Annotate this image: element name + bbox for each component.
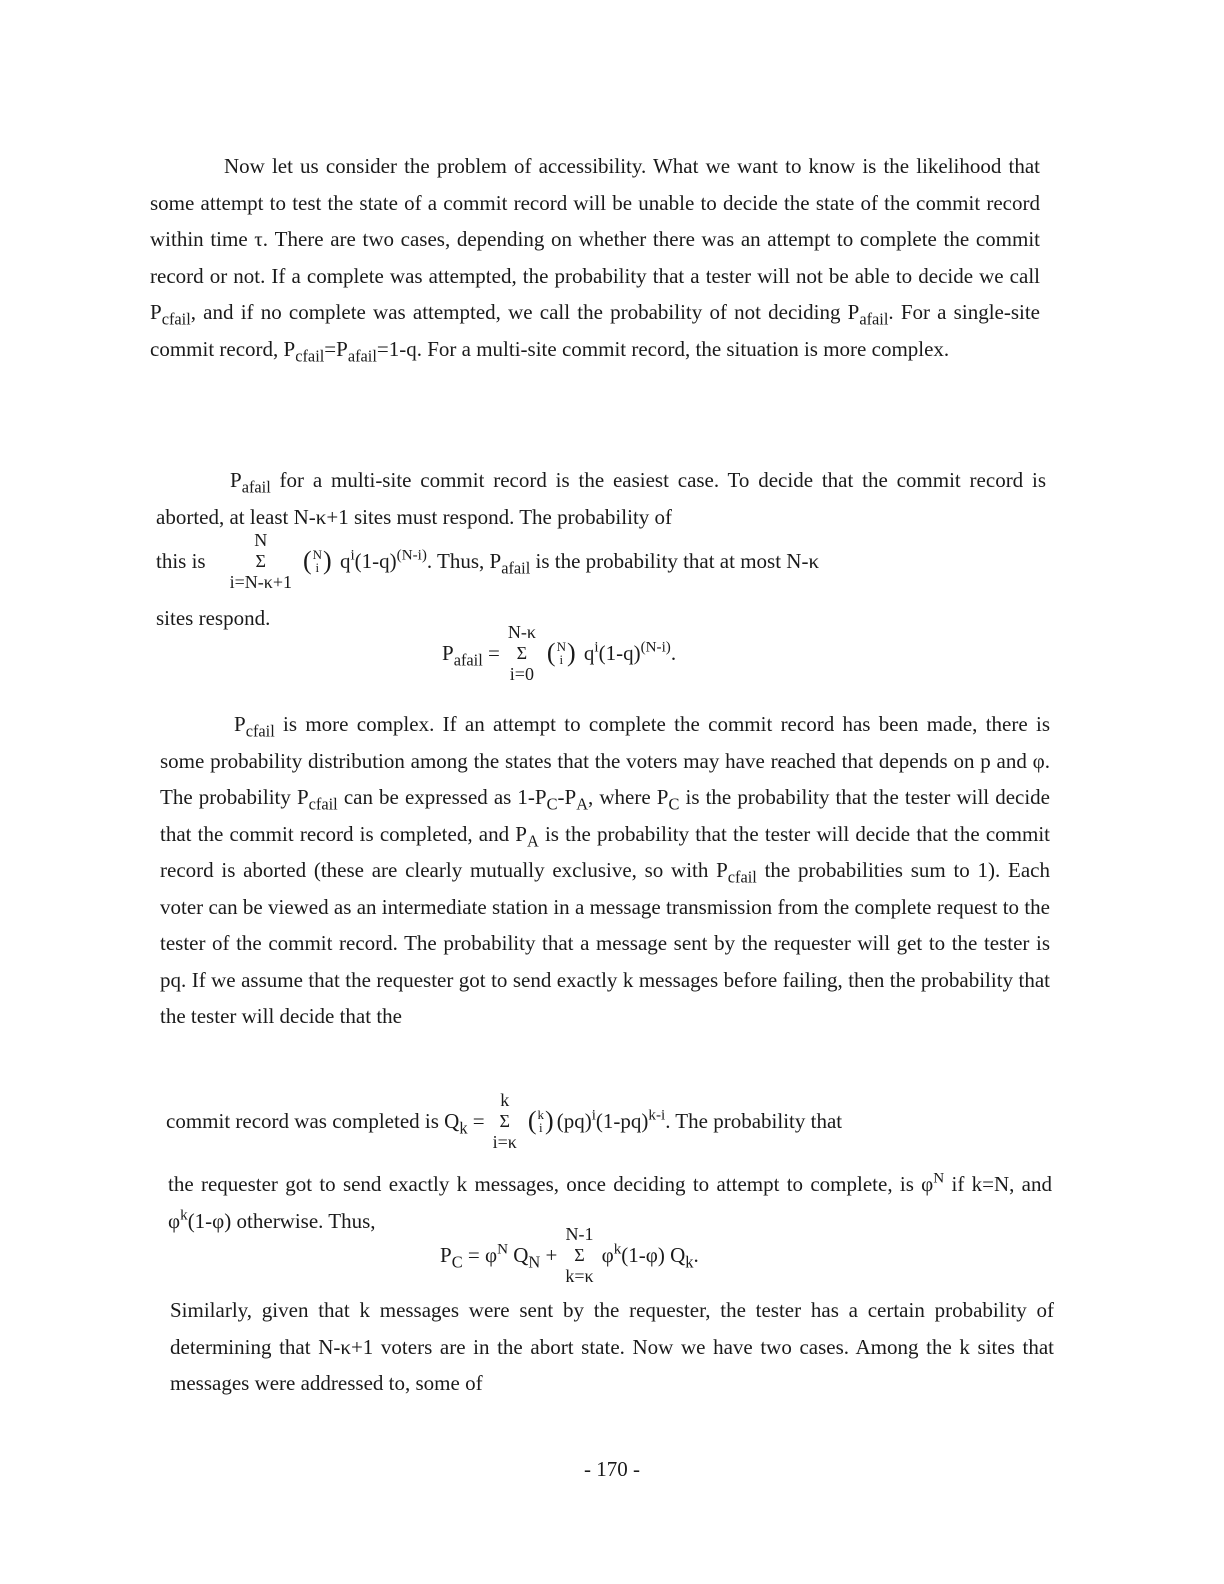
inline-equation-sum — [156, 530, 1046, 592]
text-run: for a multi-site commit record is the easiest case. To decide that the commit record is aborted, at least N-κ+1 sites must respond. The probability of — [156, 468, 1046, 529]
text-run: q — [583, 640, 595, 665]
subscript: C — [668, 794, 680, 814]
binom-top: k — [537, 1107, 545, 1122]
paragraph-pafail — [156, 462, 1046, 535]
subscript: afail — [859, 309, 889, 329]
text-run: , and if no complete was attempted, we call the probability of not deciding P — [190, 300, 860, 324]
binom-top: N — [556, 639, 566, 654]
binom-bottom: i — [559, 652, 564, 667]
sum-lower-limit: i=N-κ+1 — [229, 572, 292, 592]
text-run: P — [442, 640, 454, 665]
sum-upper-limit: N — [254, 530, 268, 550]
subscript: afail — [347, 346, 377, 366]
text-run: P — [234, 712, 246, 736]
text-run: . For a single-site commit record, P — [150, 300, 1041, 361]
binomial: ( k i ) — [527, 1106, 554, 1135]
text-run: is the probability that the tester will decide that the commit record is aborted (these are clearly mutually exclusive, so with P — [160, 821, 1050, 882]
text-run: Similarly, given that k messages were sent by the requester, the tester has a certain probability of determining that N-κ+1 voters are in the abort state. Now we have two cases. Among the k sites that messages were addressed to, some of — [170, 1298, 1054, 1395]
subscript: cfail — [161, 309, 191, 329]
superscript: N — [497, 1241, 508, 1258]
binomial: ( N i ) — [546, 638, 576, 667]
binom-bottom: i — [538, 1120, 543, 1135]
subscript: cfail — [727, 867, 757, 887]
text-run: (1-q) — [354, 548, 397, 573]
superscript: (N-i) — [396, 547, 427, 564]
sum-lower-limit: k=κ — [565, 1266, 594, 1286]
equals-sign: = — [488, 640, 500, 665]
equals-sign: = — [472, 1108, 485, 1133]
text-run: -P — [557, 785, 577, 809]
text-run: if k=N, and φ — [168, 1172, 1052, 1233]
sites-respond-line: sites respond. — [156, 606, 271, 630]
text-run: . The probability that — [665, 1108, 843, 1133]
subscript: cfail — [308, 794, 338, 814]
text-run: , where P — [588, 785, 669, 809]
text-run: P — [440, 1242, 452, 1267]
text-run: (pq) — [556, 1108, 592, 1133]
text-run: . — [670, 640, 677, 665]
page-number: - 170 - — [584, 1457, 640, 1481]
text-run: q — [339, 548, 351, 573]
subscript: afail — [453, 650, 483, 670]
text-run: =1-q. For a multi-site commit record, the situation is more complex. — [376, 336, 950, 361]
sum-lower-limit: i=κ — [492, 1132, 517, 1152]
superscript: k-i — [648, 1107, 666, 1124]
paragraph-accessibility — [150, 148, 1040, 367]
text-run: φ — [601, 1242, 614, 1267]
text-run: . — [693, 1242, 699, 1267]
summation — [230, 530, 292, 592]
superscript: i — [591, 1107, 596, 1124]
subscript: afail — [501, 558, 531, 578]
summation — [508, 622, 536, 684]
paragraph-pcfail — [160, 706, 1050, 1035]
text-run: can be expressed as 1-P — [337, 785, 547, 809]
text-run: is the probability that at most N-κ — [530, 548, 820, 573]
superscript: k — [613, 1241, 622, 1258]
subscript: cfail — [245, 721, 275, 741]
text-run: this is — [156, 548, 206, 573]
paragraph-similarly — [170, 1292, 1054, 1402]
superscript: k — [180, 1207, 188, 1224]
text-run: . Thus, P — [426, 548, 502, 573]
text-run: (1-pq) — [595, 1108, 649, 1133]
sum-upper-limit: k — [500, 1090, 510, 1110]
sigma-symbol: Σ — [516, 643, 528, 663]
subscript: k — [459, 1118, 468, 1138]
superscript: i — [594, 639, 599, 656]
text-run: P — [230, 468, 242, 492]
binom-bottom: i — [315, 560, 320, 575]
sigma-symbol: Σ — [255, 551, 267, 571]
equation-pc — [440, 1224, 699, 1286]
text-run: the requester got to send exactly k messages, once deciding to attempt to complete, is φ — [168, 1172, 934, 1196]
equals-sign: = — [467, 1242, 480, 1267]
subscript: A — [526, 831, 539, 851]
subscript: A — [576, 794, 589, 814]
subscript: C — [451, 1252, 463, 1272]
binomial: ( N i ) — [302, 546, 332, 575]
subscript: N — [528, 1252, 541, 1272]
text-run: φ — [484, 1242, 498, 1267]
summation — [565, 1224, 593, 1286]
superscript: i — [350, 547, 355, 564]
text-run: the probabilities sum to 1). Each voter can be viewed as an intermediate station in a message transmission from the complete request to the tester of the commit record. The probability that a message sent by the requester will get to the tester is pq. If we assume that the requester got to send exactly k messages before failing, then the probability that the tester will decide that the — [160, 858, 1050, 1028]
text-run: (1-q) — [598, 640, 641, 665]
sum-upper-limit: N-1 — [565, 1224, 594, 1244]
text-run: Now let us consider the problem of accessibility. What we want to know is the likelihood that some attempt to test the state of a commit record will be unable to decide the state of the commit record within time τ. There are two cases, depending on whether there was an attempt to complete the commit record or not. If a complete was attempted, the probability that a tester will not be able to decide we call P — [150, 154, 1040, 324]
plus-sign: + — [545, 1242, 558, 1267]
superscript: N — [933, 1170, 945, 1187]
superscript: (N-i) — [640, 639, 671, 656]
text-run: commit record was completed is Q — [166, 1108, 460, 1133]
sigma-symbol: Σ — [574, 1245, 585, 1265]
subscript: afail — [241, 477, 271, 497]
sum-upper-limit: N-κ — [507, 622, 536, 642]
equation-pafail — [442, 622, 676, 684]
text-run: (1-φ) otherwise. Thus, — [187, 1208, 376, 1233]
summation — [493, 1090, 517, 1152]
inline-equation-qk — [166, 1090, 1056, 1152]
text-run: is more complex. If an attempt to complete the commit record has been made, there is some probability distribution among the states that the voters may have reached that depends on p and φ. The probability P — [160, 712, 1050, 809]
text-run: is the probability that the tester will decide that the commit record is completed, and P — [160, 785, 1051, 846]
subscript: cfail — [295, 346, 325, 366]
text-run: Q — [513, 1242, 529, 1267]
subscript: C — [546, 794, 558, 814]
subscript: k — [685, 1252, 694, 1272]
binom-top: N — [312, 547, 323, 562]
sum-lower-limit: i=0 — [509, 664, 534, 684]
text-run: (1-φ) Q — [621, 1242, 686, 1267]
text-run: =P — [324, 336, 348, 361]
sigma-symbol: Σ — [499, 1111, 510, 1131]
